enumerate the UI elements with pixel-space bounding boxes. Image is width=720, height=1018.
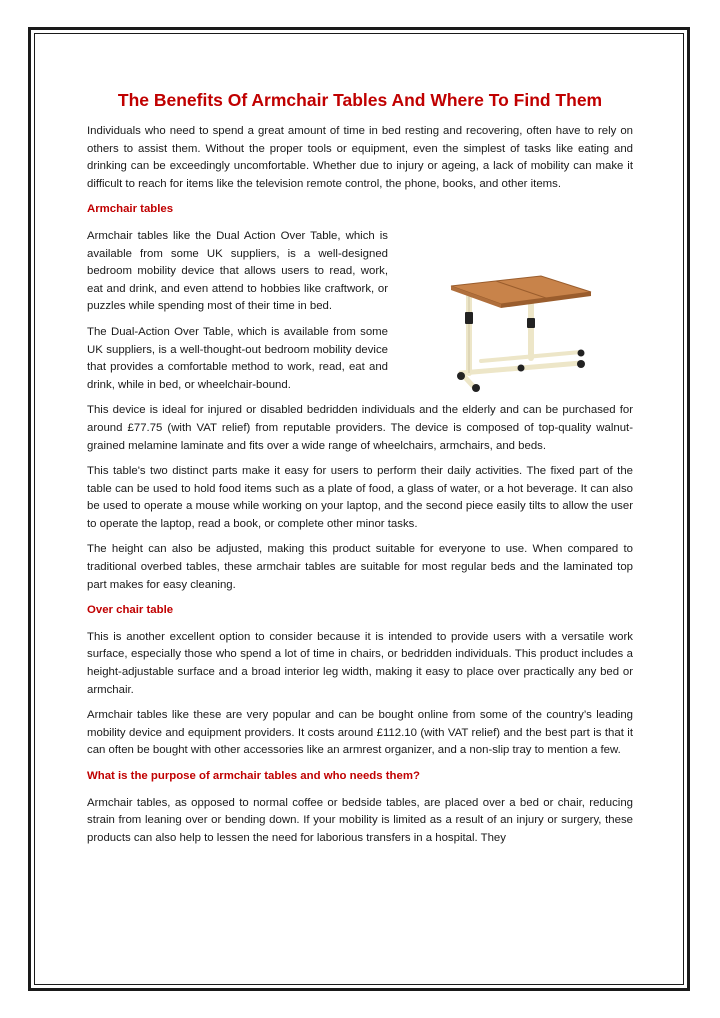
paragraph: This table's two distinct parts make it easy for users to perform their daily activities. The fixed part of the table can be used to hold food items such as a plate of food, a glass of water, or a hot beverage. It can also be used to operate a mouse while working on your laptop, and the second piece easily tilts to allow the user to operate the laptop, read a book, or complete other minor tasks. (87, 465, 633, 530)
left-text-column (87, 228, 388, 402)
section-heading-armchair-tables: Armchair tables (87, 203, 174, 216)
document-title: The Benefits Of Armchair Tables And Where To Find Them (117, 90, 603, 110)
paragraph: Armchair tables like the Dual Action Over Table, which is available from some UK suppliers, is a well-designed bedroom mobility device that allows users to read, work, eat and drink, and even attend to hobbies like craftwork, or puzzles while spending most of their time in bed. (87, 229, 388, 313)
paragraph: This is another excellent option to consider because it is intended to provide users with a versatile work surface, especially those who spend a lot of time in chairs, or bedridden individuals. This product includes a height-adjustable surface and a broad interior leg width, making it easy to place over practically any bed or armchair. (87, 630, 633, 696)
paragraph: This device is ideal for injured or disabled bedridden individuals and the elderly and can be purchased for around £77.75 (with VAT relief) from reputable providers. The device is composed of top-quality walnut-grained melamine laminate and fits over a wide range of wheelchairs, armchairs, and beds. (87, 404, 633, 452)
intro-paragraph: Individuals who need to spend a great amount of time in bed resting and recovering, often have to rely on others to assist them. Without the proper tools or equipment, even the simplest of tasks like eating and drinking can be exceedingly uncomfortable. Whether due to injury or ageing, a lack of mobility can make it difficult to reach for items like the television remote control, the phone, books, and other items. (87, 125, 633, 190)
overbed-table-image (421, 258, 601, 398)
section-heading-purpose: What is the purpose of armchair tables and who needs them? (87, 770, 420, 782)
paragraph: Armchair tables, as opposed to normal coffee or bedside tables, are placed over a bed or chair, reducing strain from leaning over or bending down. If your mobility is limited as a result of an injury or surgery, these products can also help to lessen the need for laborious transfers in a hospital. They (87, 796, 633, 844)
paragraph: The height can also be adjusted, making this product suitable for everyone to use. When compared to traditional overbed tables, these armchair tables are suitable for most regular beds and the laminated top part makes for easy cleaning. (87, 543, 633, 591)
paragraph: The Dual-Action Over Table, which is available from some UK suppliers, is a well-thought-out bedroom mobility device that provides a comfortable method to work, read, eat and drink, while in bed, or wheelchair-bound. (87, 325, 388, 391)
product-image (388, 228, 633, 398)
section-heading-over-chair-table: Over chair table (87, 604, 174, 617)
text-image-row (87, 228, 633, 402)
document-body (87, 88, 633, 855)
paragraph: Armchair tables like these are very popular and can be bought online from some of the country’s leading mobility device and equipment providers. It costs around £112.10 (with VAT relief) and the best part is that it can often be bought with other accessories like an armrest organizer, and a non-slip tray to mention a few. (87, 709, 633, 757)
